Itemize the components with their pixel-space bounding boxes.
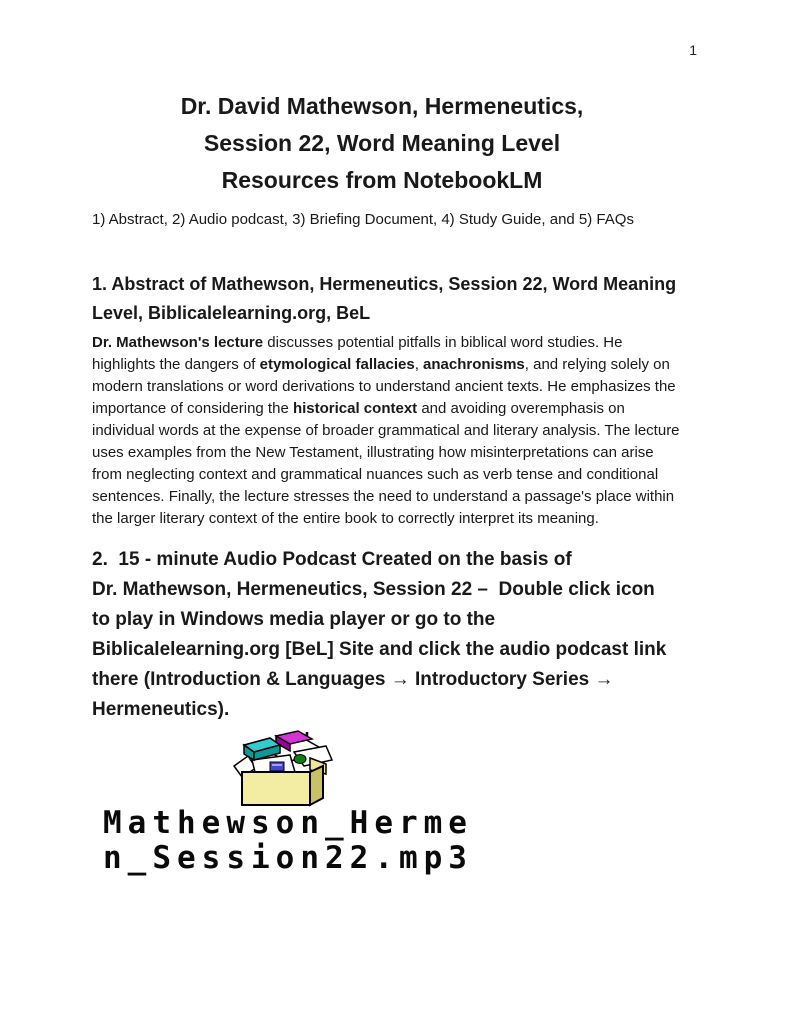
page-number: 1 [689,42,697,58]
section-2-heading: 2. 15 - minute Audio Podcast Created on the basis of Dr. Mathewson, Hermeneutics, Session 22 – Double click icon to play in Windows media player or go to the Biblicalelearning.org [BeL] Site and click the audio podcast link there (Introduction & Languages → Introductory Series → Hermeneutics). [92,549,667,720]
resource-list-line: 1) Abstract, 2) Audio podcast, 3) Briefing Document, 4) Study Guide, and 5) FAQs [92,211,634,228]
document-title: Dr. David Mathewson, Hermeneutics, Session 22, Word Meaning Level Resources from NotebookLM [180,93,584,193]
box-front [242,772,310,805]
mp3-filename-label[interactable]: Mathewson_Herme n_Session22.mp3 [103,805,473,876]
blue-label [270,762,284,771]
document-body [92,0,704,876]
box-side [310,766,323,805]
abstract-paragraph: Dr. Mathewson's lecture discusses potential pitfalls in biblical word studies. He highlights the dangers of etymological fallacies, anachronisms, and relying solely on modern translations or word derivations to understand ancient texts. He emphasizes the importance of considering the historical context and avoiding overemphasis on individual words at the expense of broader grammatical and literary analysis. The lecture uses examples from the New Testament, illustrating how misinterpretations can arise from neglecting context and grammatical nuances such as verb tense and conditional sentences. Finally, the lecture stresses the need to understand a passage's place within the larger literary context of the entire book to correctly interpret its meaning. [92,334,680,527]
note-head [294,755,306,764]
audio-package-icon[interactable] [228,728,335,808]
section-1-heading: 1. Abstract of Mathewson, Hermeneutics, Session 22, Word Meaning Level, Biblicalelearning.org, BeL [92,274,677,323]
embedded-mp3-object [92,728,704,876]
